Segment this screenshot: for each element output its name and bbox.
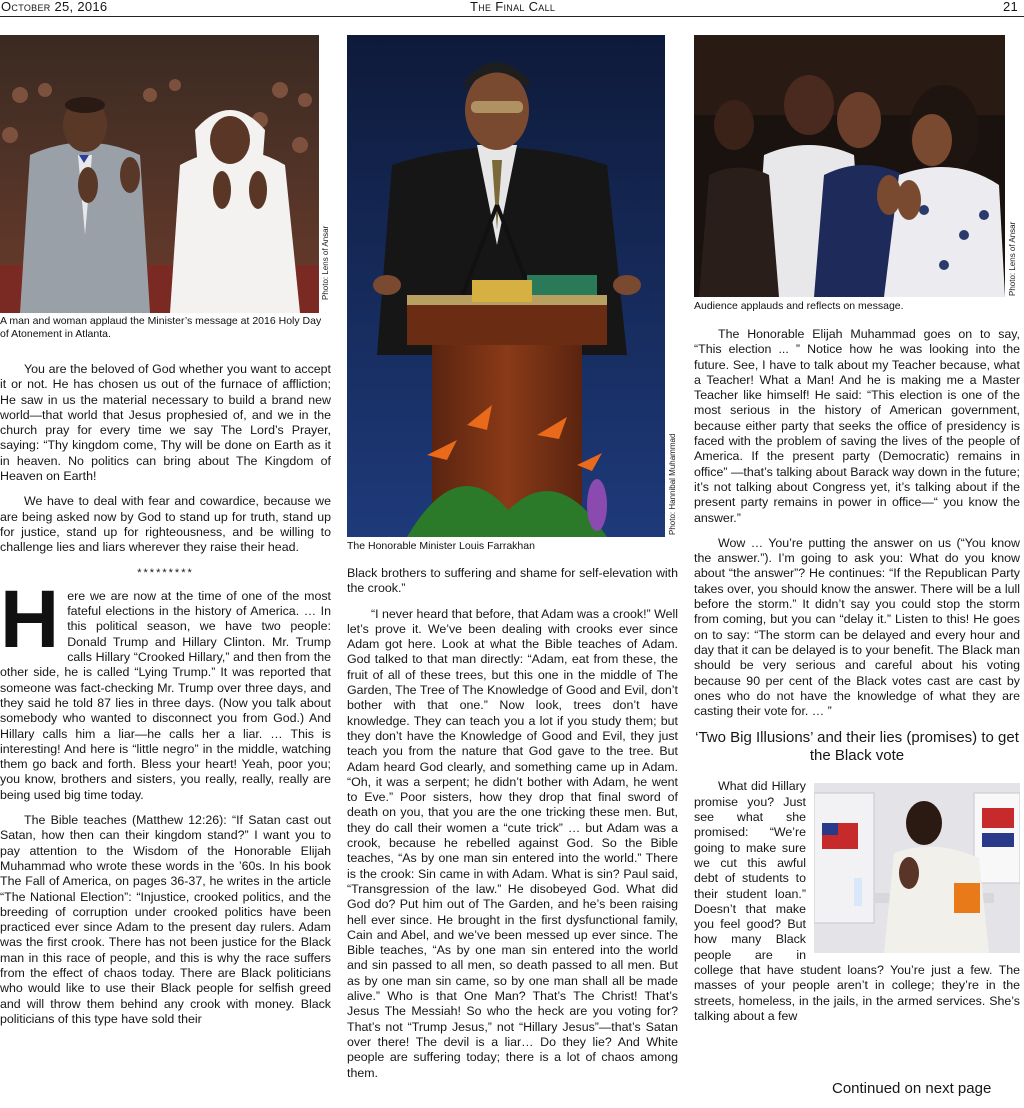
page-number: 21 — [1002, 0, 1018, 14]
continued-notice: Continued on next page — [832, 1080, 992, 1097]
photo-credit-left: Photo: Lens of Ansar — [321, 225, 330, 300]
article-column-1 — [0, 362, 331, 1037]
caption-center: The Honorable Minister Louis Farrakhan — [347, 540, 535, 552]
col1-paragraph-3-text: ere we are now at the time of one of the most fateful elections in the history of America. … In this political season, we have two people: Donald Trump and Hillary Clinton. Mr. Trump calls Hillary “Crooked Hillary,” and then from the other side, he is called “Lying Trump.” It was reported that someone was fact-checking Mr. Trump over three days, and they said he told 87 lies in three days. (Now you talk about somebody who wanted to disconnect you from God.) And Hillary calls him a liar—he calls her a liar. … This is interesting! And here is “little negro” in the middle, watching them go back and forth. Bless your heart! Yeah, poor you; you know, brothers and sisters, you really, really, really are being used big time today. — [0, 588, 331, 802]
col3-paragraph-3: What did Hillary promise you? Just see what she promised: “We’re going to make sure we cut this awful debt of students to their student loan.” Doesn’t that make you feel good? But how many Black people are in college that have student loans? You’re just a few. The masses of your people aren’t in college; they’re in the streets, homeless, in the jails, in the armed services. She’s talking about a few — [694, 779, 1020, 1023]
drop-cap: H — [0, 573, 60, 665]
photo-couple-applauding-image — [0, 35, 319, 313]
col2-paragraph-1: Black brothers to suffering and shame for self-elevation with the crook.” — [347, 566, 678, 596]
issue-date: October 25, 2016 — [1, 0, 108, 14]
photo-student-voting-image — [814, 783, 1020, 953]
article-column-3 — [694, 327, 1020, 1034]
article-column-2 — [347, 566, 678, 1091]
photo-minister-image — [347, 35, 665, 537]
col1-paragraph-4: The Bible teaches (Matthew 12:26): “If Satan cast out Satan, how then can their kingdom stand?” I want you to pay attention to the Wisdom of the Honorable Elijah Muhammad who wrote these words in the ’60s. In his book The Fall of America, on pages 36-37, he writes in the article “The National Election”: “Injustice, crooked politics, and the breeding of corruption under crooked politics have been practiced ever since Adam to the present day rulers. Adam was the first crook. There has not been justice for the Black man in this race of people, and this is why the race suffers from the effect of chaos today. There are Black politicians who would like to use their Black people for selfish greed and will throw them behind any crook with money. Black politicians of this type have sold their — [0, 813, 331, 1026]
col1-paragraph-2: We have to deal with fear and cowardice, because we are being asked now by God to stand up for truth, stand up for justice, stand up for righteousness, and be willing to challenge lies and liars wherever they raise their head. — [0, 494, 331, 555]
photo-credit-right: Photo: Lens of Ansar — [1008, 221, 1017, 296]
publication-name: The Final Call — [470, 0, 556, 14]
col3-paragraph-1: The Honorable Elijah Muhammad goes on to say, “This election ... ” Notice how he was looking into the future. See, I have to talk about my Teacher because, what a Teacher! What a Man! And he is making me a Master Teacher like himself! He said: “This election is one of the most serious in the history of American government, because either party that seeks the office of presidency is faced with the problem of saving the lives of the people of America. If the present party (Democratic) remains in office” —that’s talking about Barack way down in the future; it’s not talking about Congress yet, it’s talking about if the present party remains in power in office—“ you know the answer.” — [694, 327, 1020, 525]
caption-right: Audience applauds and reflects on message. — [694, 300, 904, 312]
photo-audience — [694, 35, 1005, 297]
col2-paragraph-2: “I never heard that before, that Adam was a crook!” Well let’s prove it. We’ve been dealing with crooks ever since Adam got here. Look at what the Bible teaches of Adam. God talked to that man directly: “Adam, eat from these, the fruit of all of these trees, but this one in the middle of The Garden, The Tree of The Knowledge of Good and Evil, don’t bother with that one.” Now look, trees don’t have knowledge. They can teach you a lot if you study them; but they don’t have the Knowledge of Good and Evil, they just teach you from the nature that God gave to the tree. But Adam heard God clearly, and something came up in Adam. “Oh, it was a serpent; he didn’t bother with Adam, he went to Eve.” Poor sisters, how they drop that final sword of death on you, that you are the one tricking these men. But, they do call their women a “cute trick” … but Adam was a crook, because he rebelled against God. So the Bible teaches, “As by one man sin entered into the world.” There is the crook: Sin came in with Adam. What is sin? Paul said, “Transgression of the law.” He disobeyed God. What did God do? Put him out of The Garden, and he’s been raising hell ever since. He brought in the first dysfunctional family, Cain and Abel, and we’ve been messed up ever since. The Bible teaches, “As by one man sin entered into the world and sin passed to all men, so death passed to all men. But as by one man sin came, so by one man shall all be made alive.” Who is that One Man? That’s The Christ! That’s Jesus The Messiah! So who the heck are you voting for? That’s not “Trump Jesus,” not “Hillary Jesus”—that’s Satan over there! The devil is a liar… Do they lie? And White people are suffering today; there is a lot of chaos among them. — [347, 606, 678, 1080]
subheading: ‘Two Big Illusions’ and their lies (promises) to get the Black vote — [695, 729, 1019, 765]
page-header — [0, 0, 1024, 17]
col1-paragraph-3 — [0, 573, 331, 803]
photo-audience-image — [694, 35, 1005, 297]
photo-credit-center: Photo: Hannibal Muhammad — [668, 433, 677, 535]
photo-couple-applauding — [0, 35, 319, 313]
col1-paragraph-1: You are the beloved of God whether you want to accept it or not. He has chosen us out of the furnace of affliction; He saw in us the material necessary to build a brand new world—that world that Jesus prophesied of, and we in the church pray for every time we say The Lord’s Prayer, saying: “Thy kingdom come, Thy will be done on Earth as it in heaven. No politics can bring about The Kingdom of Heaven on Earth! — [0, 362, 331, 484]
col3-paragraph-2: Wow … You’re putting the answer on us (“You know the answer.”). I’m going to ask you: What do you know about “the answer”? He continues: “If the Republican Party takes over, you should know the answer. There will be a lull before the storm.” It didn’t say you could stop the storm from coming, but you can “delay it.” Listen to this! He goes on to say: “The storm can be delayed and every hour and day that it can be delayed is to your benefit. The Black man should be very serious and careful about his voting because 90 per cent of the Black votes cast are cast by ones who do not have the knowledge of what they are casting their vote for. … ” — [694, 535, 1020, 719]
photo-minister-farrakhan — [347, 35, 665, 537]
section-separator: ********* — [137, 566, 194, 579]
photo-student-voting — [814, 783, 1020, 953]
caption-left: A man and woman applaud the Minister’s message at 2016 Holy Day of Atonement in Atlanta. — [0, 315, 322, 340]
